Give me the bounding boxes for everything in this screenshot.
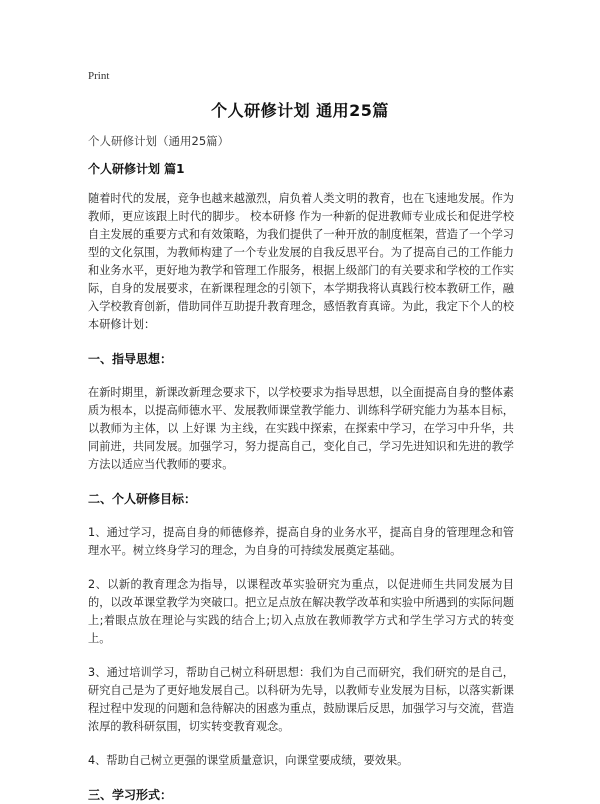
plan-1-heading: 个人研修计划 篇1 — [88, 162, 185, 176]
goal-paragraph-4: 4、帮助自己树立更强的课堂质量意识，向课堂要成绩，要效果。 — [88, 754, 409, 767]
print-link[interactable]: Print — [88, 70, 110, 82]
goal-paragraph-2: 2、以新的教育理念为指导，以课程改革实验研究为重点，以促进师生共同发展为目的，以改革课堂教学为突破口。把立足点放在解决教学改革和实验中所遇到的实际问题上;着眼点放在理论与实践的结合上;切入点放在教师教学方式和学生学习方式的转变上。 — [88, 578, 514, 645]
section-heading-study-format: 三、学习形式： — [88, 788, 173, 802]
goal-paragraph-1: 1、通过学习，提高自身的师德修养，提高自身的业务水平，提高自身的管理理念和管理水平。树立终身学习的理念，为自身的可持续发展奠定基础。 — [88, 526, 514, 557]
document-subtitle: 个人研修计划（通用25篇） — [88, 134, 230, 148]
document-title: 个人研修计划 通用25篇 — [211, 101, 389, 120]
intro-paragraph: 随着时代的发展，竞争也越来越激烈，肩负着人类文明的教育，也在飞速地发展。作为教师，更应该跟上时代的脚步。 校本研修 作为一种新的促进教师专业成长和促进学校自主发展的重要方式和有效策略，为我们提供了一种开放的制度框架，营造了一个学习型的文化氛围，为教师构建了一个专业发展的自我反思平台。为了提高自己的工作能力和业务水平，更好地为教学和管理工作服务，根据上级部门的有关要求和学校的工作实际，自身的发展要求，在新课程理念的引领下，本学期我将认真践行校本教研工作，融入学校教育创新，借助同伴互助提升教育理念，感悟教育真谛。为此，我定下个人的校本研修计划： — [88, 192, 514, 331]
section-heading-goals: 二、个人研修目标： — [88, 492, 197, 506]
document-body — [88, 160, 514, 804]
goal-paragraph-3: 3、通过培训学习，帮助自己树立科研思想：我们为自己而研究，我们研究的是自己，研究自己是为了更好地发展自己。以科研为先导，以教师专业发展为目标，以落实新课程过程中发现的问题和急待解决的困惑为重点，鼓励课后反思，加强学习与交流，营造浓厚的教科研氛围，切实转变教育观念。 — [88, 666, 514, 733]
guiding-paragraph: 在新时期里，新课改新理念要求下，以学校要求为指导思想，以全面提高自身的整体素质为根本，以提高师德水平、发展教师课堂教学能力、训练科学研究能力为基本目标，以教师为主体，以 上好课 为主线，在实践中探索，在探索中学习，在学习中升华，共同前进，共同发展。加强学习，努力提高自己，变化自己，学习先进知识和先进的教学方法以适应当代教师的要求。 — [88, 386, 514, 471]
section-heading-guiding: 一、指导思想： — [88, 352, 173, 366]
